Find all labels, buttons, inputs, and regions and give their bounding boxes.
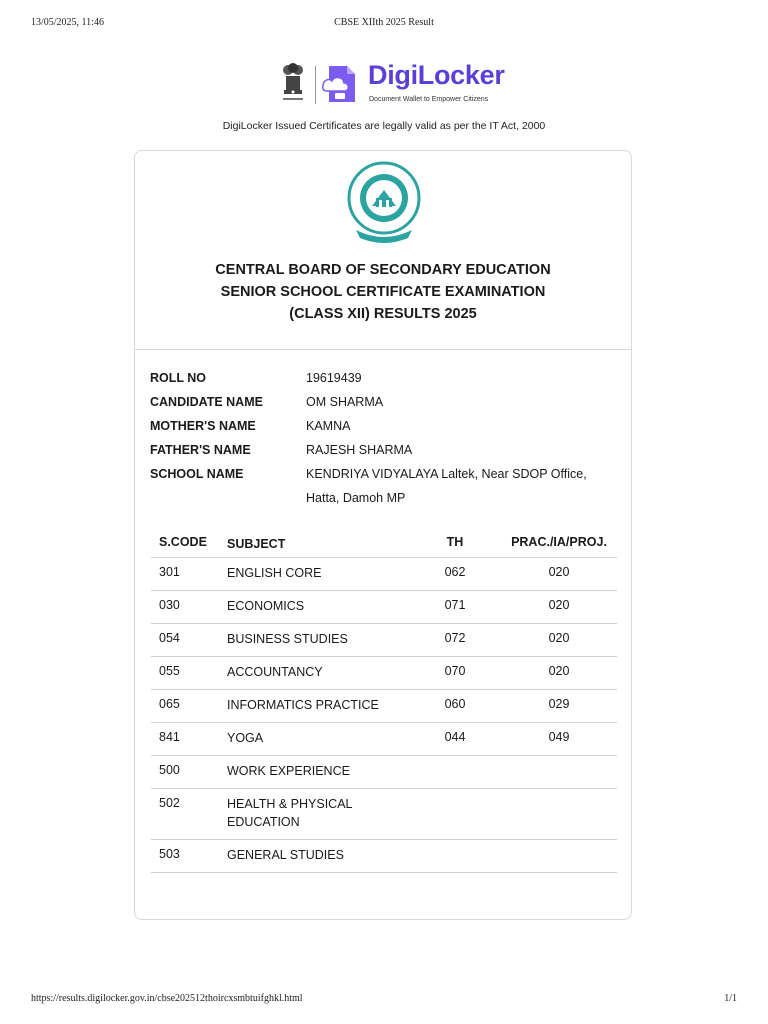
practical-marks: 020 (548, 565, 570, 579)
subject-code: 054 (159, 631, 180, 645)
mother-name-value: KAMNA (306, 419, 351, 433)
print-page-number: 1/1 (724, 993, 737, 1004)
table-row (151, 690, 617, 723)
results-table (151, 529, 617, 873)
table-row (151, 756, 617, 789)
practical-marks: 049 (548, 730, 570, 744)
candidate-details (150, 366, 620, 510)
father-name-value: RAJESH SHARMA (306, 443, 413, 457)
header-th: TH (446, 535, 464, 549)
theory-marks: 071 (444, 598, 466, 612)
roll-no-value: 19619439 (306, 371, 362, 385)
subject-name: ENGLISH CORE (227, 566, 322, 580)
theory-marks: 044 (444, 730, 466, 744)
subject-name: ECONOMICS (227, 599, 305, 613)
candidate-name-label: CANDIDATE NAME (150, 395, 263, 409)
table-row (151, 840, 617, 873)
table-row (151, 723, 617, 756)
subject-name: YOGA (227, 731, 264, 745)
subject-code: 055 (159, 664, 180, 678)
roll-no-row (150, 366, 620, 390)
subject-code: 841 (159, 730, 180, 744)
result-card (134, 150, 632, 920)
board-title-line3: (CLASS XII) RESULTS 2025 (289, 306, 477, 322)
subject-name: HEALTH & PHYSICAL EDUCATION (227, 797, 353, 829)
header-prac: PRAC./IA/PROJ. (511, 535, 607, 549)
school-name-label: SCHOOL NAME (150, 467, 244, 481)
subject-code: 503 (159, 847, 180, 861)
subject-code: 030 (159, 598, 180, 612)
header-scode: S.CODE (159, 535, 207, 549)
mother-name-row (150, 414, 620, 438)
table-row (151, 591, 617, 624)
subject-name: GENERAL STUDIES (227, 848, 344, 862)
digilocker-logo (277, 58, 505, 108)
subject-name: WORK EXPERIENCE (227, 764, 350, 778)
school-name-line2: Hatta, Damoh MP (306, 491, 406, 505)
theory-marks: 060 (444, 697, 466, 711)
practical-marks: 029 (548, 697, 570, 711)
subject-code: 065 (159, 697, 180, 711)
legal-validity-note: DigiLocker Issued Certificates are legally valid as per the IT Act, 2000 (222, 120, 546, 132)
board-title-line1: CENTRAL BOARD OF SECONDARY EDUCATION (215, 262, 551, 278)
print-datetime: 13/05/2025, 11:46 (31, 17, 104, 28)
roll-no-label: ROLL NO (150, 371, 207, 385)
national-emblem-icon (277, 58, 309, 106)
school-name-line1: KENDRIYA VIDYALAYA Laltek, Near SDOP Office, (306, 467, 587, 481)
father-name-label: FATHER'S NAME (150, 443, 251, 457)
digilocker-document-icon (321, 64, 359, 104)
school-name-row (150, 462, 620, 510)
print-title: CBSE XIIth 2025 Result (334, 17, 434, 28)
father-name-row (150, 438, 620, 462)
candidate-name-value: OM SHARMA (306, 395, 384, 409)
table-row (151, 558, 617, 591)
theory-marks: 062 (444, 565, 466, 579)
table-row (151, 789, 617, 840)
practical-marks: 020 (548, 631, 570, 645)
theory-marks: 070 (444, 664, 466, 678)
result-card-header (135, 151, 631, 350)
theory-marks: 072 (444, 631, 466, 645)
brand-name: DigiLocker (368, 60, 505, 90)
brand-tagline: Document Wallet to Empower Citizens (369, 96, 489, 103)
cbse-seal-icon (346, 160, 422, 244)
subject-name: BUSINESS STUDIES (227, 632, 348, 646)
board-title-line2: SENIOR SCHOOL CERTIFICATE EXAMINATION (220, 284, 546, 300)
print-url: https://results.digilocker.gov.in/cbse202512thoircxsmbtuifghkl.html (31, 993, 303, 1004)
school-name-value (306, 462, 616, 510)
print-footer (0, 993, 768, 1007)
subject-name: INFORMATICS PRACTICE (227, 698, 379, 712)
print-header (0, 17, 768, 31)
logo-divider (315, 66, 316, 104)
subject-name: ACCOUNTANCY (227, 665, 323, 679)
header-subject: SUBJECT (227, 537, 286, 551)
subject-code: 502 (159, 796, 180, 810)
mother-name-label: MOTHER'S NAME (150, 419, 256, 433)
practical-marks: 020 (548, 664, 570, 678)
subject-code: 500 (159, 763, 180, 777)
candidate-name-row (150, 390, 620, 414)
table-row (151, 624, 617, 657)
table-row (151, 657, 617, 690)
board-title (135, 259, 631, 325)
practical-marks: 020 (548, 598, 570, 612)
subject-code: 301 (159, 565, 180, 579)
results-table-header (151, 529, 617, 558)
